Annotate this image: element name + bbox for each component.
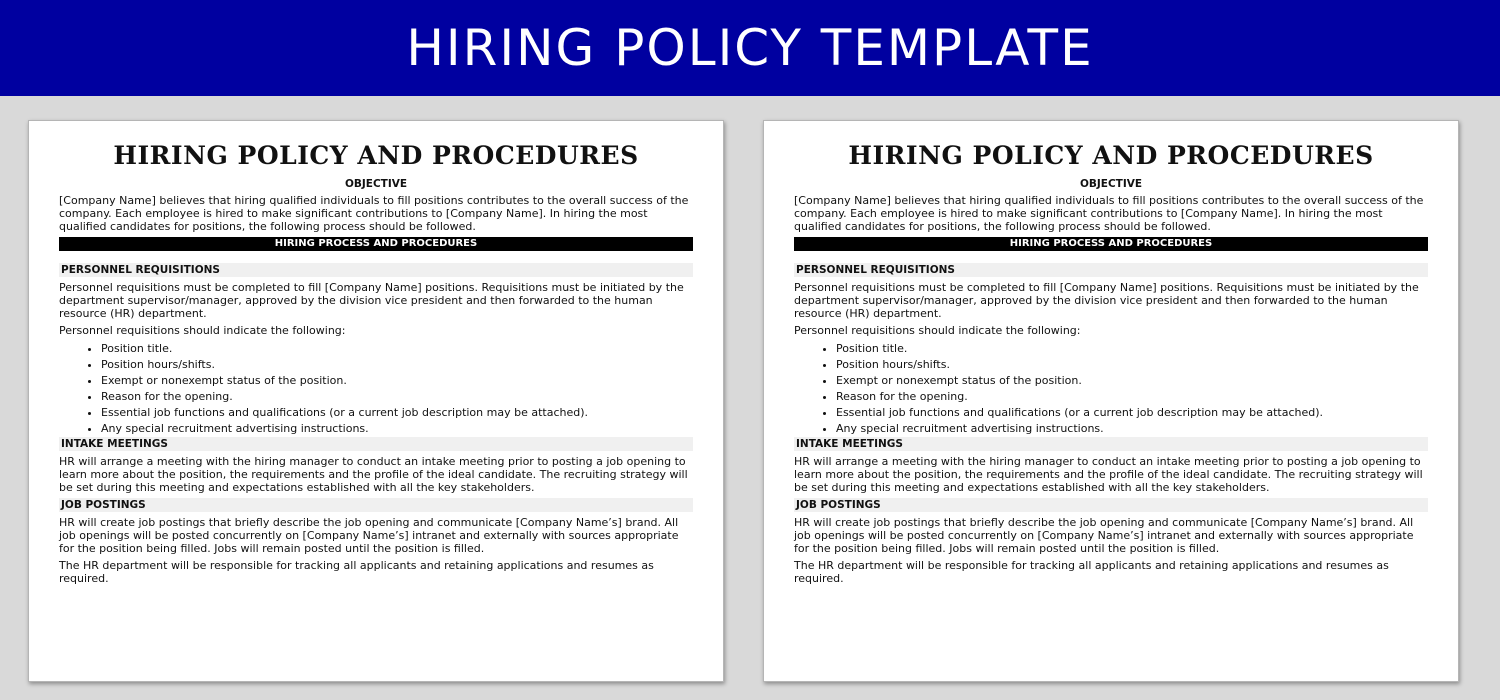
list-item: • Exempt or nonexempt status of the position. <box>836 373 1428 389</box>
list-item: • Any special recruitment advertising instructions. <box>101 421 693 437</box>
postings-text-2: The HR department will be responsible for tracking all applicants and retaining applications and resumes as required. <box>59 559 654 585</box>
process-bar: HIRING PROCESS AND PROCEDURES <box>59 237 693 251</box>
list-item: • Reason for the opening. <box>836 389 1428 405</box>
list-item: • Exempt or nonexempt status of the position. <box>101 373 693 389</box>
requisitions-list <box>794 341 1428 437</box>
objective-text: [Company Name] believes that hiring qualified individuals to fill positions contributes to the overall success of the company. Each employee is hired to make significant contributions to [Company Name]. In hiring the most qualified candidates for positions, the following process should be followed. <box>59 194 689 233</box>
list-item: • Position title. <box>836 341 1428 357</box>
list-item: • Position hours/shifts. <box>836 357 1428 373</box>
banner <box>0 0 1500 96</box>
document-title: HIRING POLICY AND PROCEDURES <box>113 141 639 170</box>
document-page-right <box>763 120 1459 682</box>
banner-title: HIRING POLICY TEMPLATE <box>406 19 1094 77</box>
process-bar: HIRING PROCESS AND PROCEDURES <box>794 237 1428 251</box>
list-item: • Position title. <box>101 341 693 357</box>
postings-heading: JOB POSTINGS <box>794 498 1428 512</box>
requisitions-text: Personnel requisitions must be completed to fill [Company Name] positions. Requisitions must be initiated by the department supervisor/manager, approved by the division vice president and then forwarded to the human resource (HR) department. <box>794 281 1419 320</box>
requisitions-list <box>59 341 693 437</box>
list-item: • Any special recruitment advertising instructions. <box>836 421 1428 437</box>
list-item: • Position hours/shifts. <box>101 357 693 373</box>
requisitions-heading: PERSONNEL REQUISITIONS <box>794 263 1428 277</box>
document-title: HIRING POLICY AND PROCEDURES <box>848 141 1374 170</box>
postings-text-2: The HR department will be responsible for tracking all applicants and retaining applications and resumes as required. <box>794 559 1389 585</box>
objective-text: [Company Name] believes that hiring qualified individuals to fill positions contributes to the overall success of the company. Each employee is hired to make significant contributions to [Company Name]. In hiring the most qualified candidates for positions, the following process should be followed. <box>794 194 1424 233</box>
postings-text: HR will create job postings that briefly describe the job opening and communicate [Company Name’s] brand. All job openings will be posted concurrently on [Company Name’s] intranet and externally with sources appropriate for the position being filled. Jobs will remain posted until the position is filled. <box>794 516 1414 555</box>
intake-heading: INTAKE MEETINGS <box>794 437 1428 451</box>
objective-heading: OBJECTIVE <box>344 178 408 190</box>
requisitions-text: Personnel requisitions must be completed to fill [Company Name] positions. Requisitions must be initiated by the department supervisor/manager, approved by the division vice president and then forwarded to the human resource (HR) department. <box>59 281 684 320</box>
intake-heading: INTAKE MEETINGS <box>59 437 693 451</box>
requisitions-list-intro: Personnel requisitions should indicate the following: <box>59 324 346 337</box>
intake-text: HR will arrange a meeting with the hiring manager to conduct an intake meeting prior to posting a job opening to learn more about the position, the requirements and the profile of the ideal candidate. The recruiting strategy will be set during this meeting and expectations established with all the key stakeholders. <box>794 455 1423 494</box>
list-item: • Essential job functions and qualifications (or a current job description may be attached). <box>101 405 693 421</box>
document-page-left <box>28 120 724 682</box>
intake-text: HR will arrange a meeting with the hiring manager to conduct an intake meeting prior to posting a job opening to learn more about the position, the requirements and the profile of the ideal candidate. The recruiting strategy will be set during this meeting and expectations established with all the key stakeholders. <box>59 455 688 494</box>
requisitions-list-intro: Personnel requisitions should indicate the following: <box>794 324 1081 337</box>
postings-heading: JOB POSTINGS <box>59 498 693 512</box>
postings-text: HR will create job postings that briefly describe the job opening and communicate [Company Name’s] brand. All job openings will be posted concurrently on [Company Name’s] intranet and externally with sources appropriate for the position being filled. Jobs will remain posted until the position is filled. <box>59 516 679 555</box>
requisitions-heading: PERSONNEL REQUISITIONS <box>59 263 693 277</box>
list-item: • Reason for the opening. <box>101 389 693 405</box>
list-item: • Essential job functions and qualifications (or a current job description may be attached). <box>836 405 1428 421</box>
objective-heading: OBJECTIVE <box>1079 178 1143 190</box>
